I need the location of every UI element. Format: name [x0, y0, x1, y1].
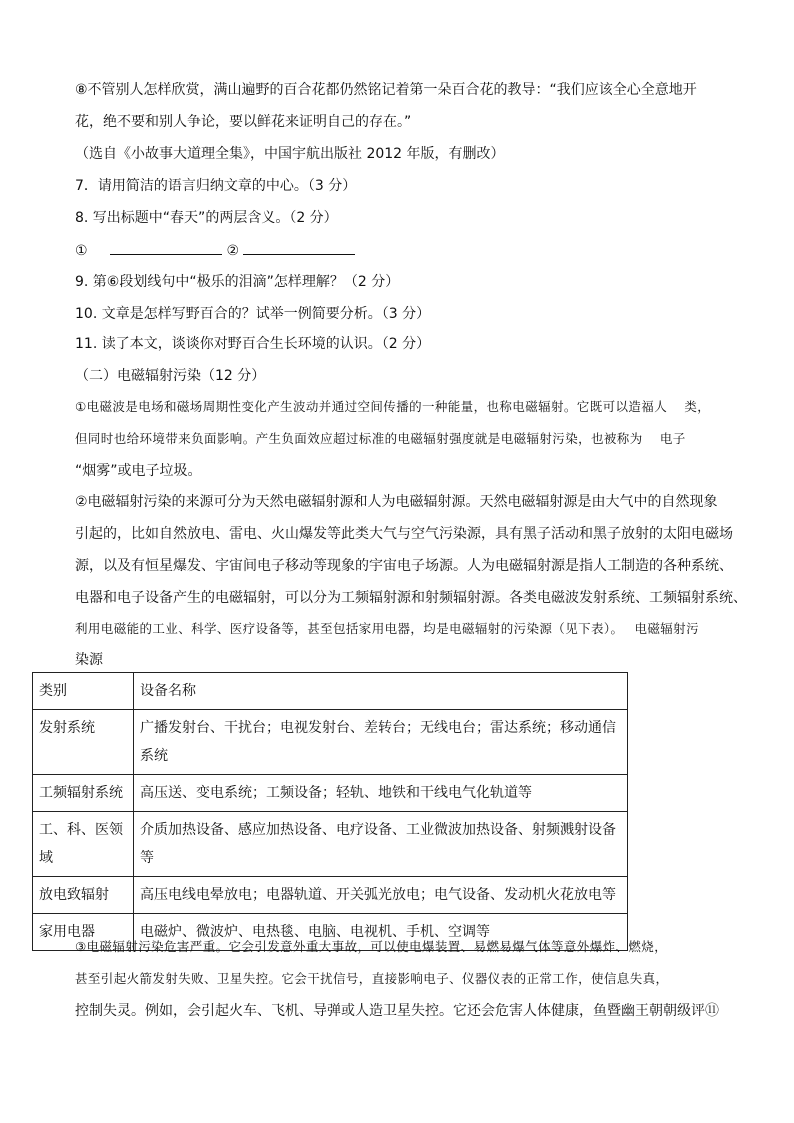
answer-mark-2: ②: [226, 243, 240, 259]
table-cell-equipment: 高压电线电晕放电；电器轨道、开关弧光放电；电气设备、发动机火花放电等: [134, 877, 628, 914]
story-para8-line2: 花，绝不要和别人争论，要以鲜花来证明自己的存在。”: [75, 114, 412, 130]
question-8-answer-line: [75, 240, 355, 261]
table-cell-equipment: 高压送、变电系统；工频设备；轻轨、地铁和干线电气化轨道等: [134, 775, 628, 812]
story-source: （选自《小故事大道理全集》，中国宇航出版社 2012 年版，有删改）: [75, 146, 505, 162]
section-2-p2-line2: 引起的，比如自然放电、雷电、火山爆发等此类大气与空气污染源，具有黑子活动和黑子放射的太阳电磁场: [75, 526, 733, 542]
section-2-p3-line3: 控制失灵。例如，会引起火车、飞机、导弹或人造卫星失控。它还会危害人体健康，鱼暨幽王朝朝级评⑪: [75, 1003, 719, 1019]
question-9: 9. 第⑥段划线句中“极乐的泪滴”怎样理解？（2 分）: [75, 274, 400, 290]
table-cell-equipment: 电磁炉、微波炉、电热毯、电脑、电视机、手机、空调等: [134, 914, 628, 951]
section-2-p2-line1: ②电磁辐射污染的来源可分为天然电磁辐射源和人为电磁辐射源。天然电磁辐射源是由大气中的自然现象: [75, 494, 718, 510]
table-row: [33, 812, 628, 877]
table-cell-category: 工频辐射系统: [33, 775, 134, 812]
section-2-p3-line1: ③电磁辐射污染危害严重。它会引发意外重大事故，可以使电爆装置、易燃易爆气体等意外爆炸、燃烧，: [75, 939, 668, 954]
table-header-equipment: 设备名称: [134, 673, 628, 710]
section-2-p1-line1: ①电磁波是电场和磁场周期性变化产生波动并通过空间传播的一种能量，也称电磁辐射。它既可以造福人 类，: [75, 399, 711, 414]
table-cell-equipment: 介质加热设备、感应加热设备、电疗设备、工业微波加热设备、射频溅射设备等: [134, 812, 628, 877]
table-cell-category: 家用电器: [33, 914, 134, 951]
answer-mark-1: ①: [75, 243, 88, 259]
table-header-category: 类别: [33, 673, 134, 710]
question-7: 7．请用简洁的语言归纳文章的中心。（3 分）: [75, 178, 357, 194]
question-11: 11. 读了本文，谈谈你对野百合生长环境的认识。（2 分）: [75, 336, 431, 352]
table-row: [33, 775, 628, 812]
section-2-p3-line2: 甚至引起火箭发射失败、卫星失控。它会干扰信号，直接影响电子、仪器仪表的正常工作，使信息失真，: [75, 971, 669, 986]
table-header-row: [33, 673, 628, 710]
answer-blank-2[interactable]: [243, 240, 355, 255]
table-cell-category: 放电致辐射: [33, 877, 134, 914]
table-cell-category: 发射系统: [33, 710, 134, 775]
question-10: 10. 文章是怎样写野百合的？试举一例简要分析。（3 分）: [75, 306, 431, 322]
table-row: [33, 710, 628, 775]
pollution-source-table: [32, 672, 628, 951]
section-2-heading: （二）电磁辐射污染（12 分）: [75, 368, 266, 384]
section-2-p2-line4: 电器和电子设备产生的电磁辐射，可以分为工频辐射源和射频辐射源。各类电磁波发射系统、工频辐射系统、: [75, 590, 747, 606]
answer-blank-1[interactable]: [110, 240, 222, 255]
table-cell-category: 工、科、医领域: [33, 812, 134, 877]
section-2-p1-line2: 但同时也给环境带来负面影响。产生负面效应超过标准的电磁辐射强度就是电磁辐射污染，也被称为 电子: [75, 431, 686, 446]
section-2-p2-line3: 源，以及有恒星爆发、宇宙间电子移动等现象的宇宙电子场源。人为电磁辐射源是指人工制造的各种系统、: [75, 558, 733, 574]
question-8: 8. 写出标题中“春天”的两层含义。（2 分）: [75, 210, 338, 226]
table-cell-equipment: 广播发射台、干扰台；电视发射台、差转台；无线电台；雷达系统；移动通信系统: [134, 710, 628, 775]
section-2-p2-line5: 利用电磁能的工业、科学、医疗设备等，甚至包括家用电器，均是电磁辐射的污染源（见下表）。 电磁辐射污: [75, 621, 699, 636]
story-para8-line1: ⑧不管别人怎样欣赏，满山遍野的百合花都仍然铭记着第一朵百合花的教导：“我们应该全心全意地开: [75, 82, 697, 98]
section-2-p2-line6: 染源: [75, 652, 103, 668]
section-2-p1-line3: “烟雾”或电子垃圾。: [75, 463, 202, 479]
table-row: [33, 877, 628, 914]
